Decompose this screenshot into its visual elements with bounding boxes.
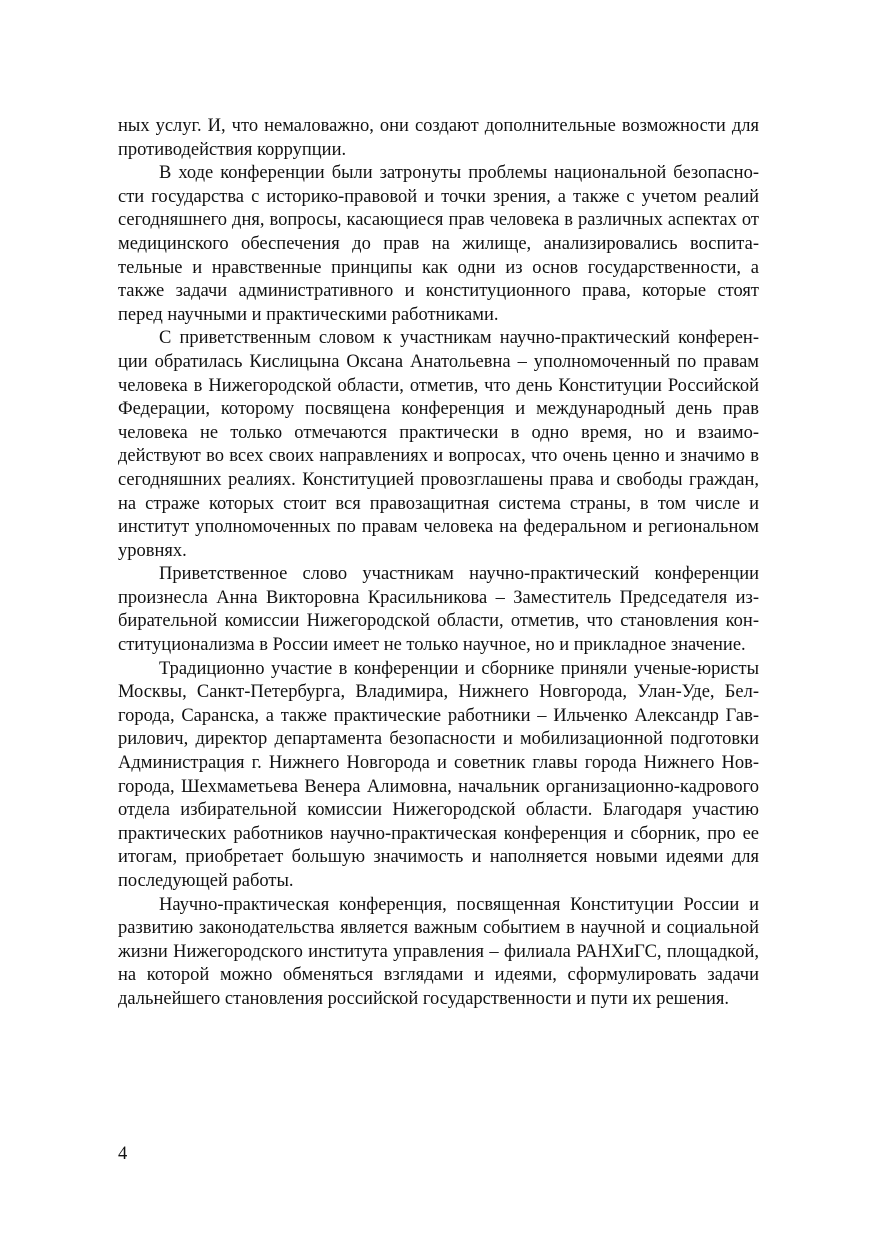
paragraph-conference-topics: В ходе конференции были затронуты проблемы национальной безопасности государства с историко-правовой и точки зрения, а также с учетом реалий сегодняшнего дня, вопросы, касающиеся прав человека в различных аспектах от медицинского обеспечения до прав на жилище, анализировались воспитательные и нравственные принципы как одни из основ государственности, а также задачи административного и конституционного права, которые стоят перед научными и практическими работниками. [118, 163, 759, 325]
paragraph-conclusion: Научно-практическая конференция, посвященная Конституции России и развитию законодательства является важным событием в научной и социальной жизни Нижегородского института управления – филиала РАНХиГС, площадкой, на которой можно обменяться взглядами и идеями, сформулировать задачи дальнейшего становления российской государственности и пути их решения. [118, 894, 759, 1009]
page-number: 4 [118, 1144, 128, 1164]
paragraph-participants: Традиционно участие в конференции и сборнике приняли ученые-юристы Москвы, Санкт-Петербурга, Владимира, Нижнего Новгорода, Улан-Уде, Белгорода, Саранска, а также практические работники – Ильченко Александр Гаврилович, директор департамента безопасности и мобилизационной подготовки Администрация г. Нижнего Новгорода и советник главы города Нижнего Новгорода, Шехмаметьева Венера Алимовна, начальник организационно-кадрового отдела избирательной комиссии Нижегородской области. Благодаря участию практических работников научно-практическая конференция и сборник, про ее итогам, приобретает большую значимость и наполняется новыми идеями для последующей работы. [118, 658, 759, 891]
paragraph-election-commission-greeting: Приветственное слово участникам научно-практический конференции произнесла Анна Викторовна Красильникова – Заместитель Председателя избирательной комиссии Нижегородской области, отметив, что становления конституционализма в России имеет не только научное, но и прикладное значение. [118, 564, 759, 656]
body-text [118, 115, 759, 1012]
paragraph-ombudsman-greeting: С приветственным словом к участникам научно-практический конференции обратилась Кислицына Оксана Анатольевна – уполномоченный по правам человека в Нижегородской области, отметив, что день Конституции Российской Федерации, которому посвящена конференция и международный день прав человека не только отмечаются практически в одно время, но и взаимодействуют во всех своих направлениях и вопросах, что очень ценно и значимо в сегодняшних реалиях. Конституцией провозглашены права и свободы граждан, на страже которых стоит вся правозащитная система страны, в том числе и институт уполномоченных по правам человека на федеральном и региональном уровнях. [118, 328, 759, 561]
paragraph-continuation: ных услуг. И, что немаловажно, они создают дополнительные возможности для противодействия коррупции. [118, 116, 759, 160]
